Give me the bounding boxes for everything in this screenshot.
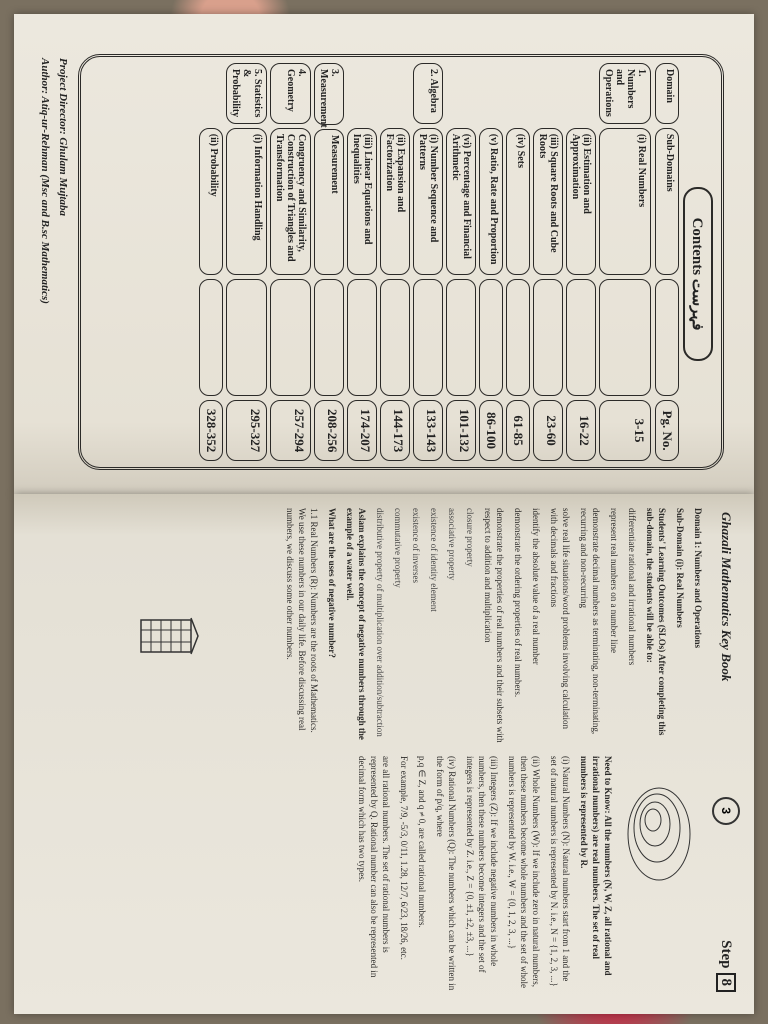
- domain-cell: 2. Algebra: [413, 63, 443, 124]
- real-numbers-definition: 1.1 Real Numbers (R): Numbers are the roots of Mathematics. We use these numbers in our daily life. Before discussing real numbers, we discuss some other numbers.: [285, 508, 319, 733]
- step-label: Step: [718, 940, 735, 969]
- slo-item: demonstrate the properties of real numbers and their subsets with respect to addition and multiplication: [483, 508, 505, 743]
- domain-cell: 1. Numbers and Operations: [599, 63, 651, 124]
- domain-line: Domain 1: Numbers and Operations: [693, 508, 703, 649]
- contents-row: [314, 63, 344, 461]
- rational-numbers: (iv) Rational Numbers (Q): The numbers which can be written in the form of p/q, where: [435, 756, 457, 991]
- contents-row: [599, 63, 651, 461]
- page-header: [712, 512, 740, 992]
- urdu-cell: [380, 279, 410, 397]
- credits: [36, 58, 72, 304]
- urdu-cell: [533, 279, 563, 397]
- page-number: 3: [712, 797, 740, 825]
- domain-cell: [446, 63, 476, 124]
- pgno-header: Pg. No.: [655, 400, 679, 461]
- urdu-cell: [226, 279, 267, 397]
- number-sets-venn-icon: [624, 784, 694, 884]
- domain-header: Domain: [655, 63, 679, 124]
- urdu-cell: [199, 279, 223, 397]
- domain-cell: [479, 63, 503, 124]
- property-item: existence of inverses: [411, 508, 421, 583]
- page-range-cell: 328-352: [199, 400, 223, 461]
- page-range-cell: 3-15: [599, 400, 651, 461]
- subdomain-cell: (ii) Probability: [199, 128, 223, 275]
- property-item: existence of identity element: [429, 508, 439, 612]
- subdomain-line: Sub-Domain (i): Real Numbers: [675, 508, 685, 628]
- page-range-cell: 174-207: [347, 400, 377, 461]
- natural-numbers: (i) Natural Numbers (N): Natural numbers start from 1 and the set of natural numbers is represented by N. i.e., N = {1, 2, 3, ...}: [549, 756, 571, 987]
- book-spread: [14, 14, 754, 1014]
- question: What are the uses of negative number?: [327, 508, 337, 658]
- contents-row: [446, 63, 476, 461]
- rational-numbers-cont: p,q ∈ Z, and q ≠ 0, are called rational numbers.: [417, 756, 427, 928]
- subdomain-cell: (i) Real Numbers: [599, 128, 651, 275]
- contents-rows: [199, 63, 651, 461]
- page-range-cell: 61-85: [506, 400, 530, 461]
- page-range-cell: 86-100: [479, 400, 503, 461]
- contents-row: [533, 63, 563, 461]
- domain-cell: [199, 63, 223, 124]
- domain-cell: [566, 63, 596, 124]
- page-range-cell: 16-22: [566, 400, 596, 461]
- urdu-cell: [479, 279, 503, 397]
- urdu-cell: [413, 279, 443, 397]
- left-column: [278, 508, 704, 743]
- contents-row: [199, 63, 223, 461]
- slo-item: solve real life situations/word problems involving calculation with decimals and fractions: [549, 508, 571, 729]
- slo-item: demonstrate decimal numbers as terminating, non-terminating, recurring and non-recurring: [579, 508, 601, 735]
- domain-cell: [347, 63, 377, 124]
- water-well-icon: [139, 614, 199, 658]
- integers: (iii) Integers (Z): If we include negative numbers in whole numbers, then these numbers become integers and the set of integers is represented by Z. i.e., Z = {0, ±1, ±2, ±3, ...}: [465, 756, 499, 973]
- brand-title: Ghazali Mathematics Key Book: [719, 512, 734, 682]
- subdomain-cell: Measurement: [314, 129, 344, 275]
- contents-row: [566, 63, 596, 461]
- page-range-cell: 23-60: [533, 400, 563, 461]
- right-column: [350, 756, 614, 991]
- urdu-cell: [599, 279, 651, 397]
- step-number: 8: [717, 973, 737, 993]
- slo-item: identify the absolute value of a real number: [531, 508, 541, 665]
- contents-row: [479, 63, 503, 461]
- urdu-cell: [270, 279, 311, 397]
- property-item: commutative property: [393, 508, 403, 588]
- contents-page: [14, 14, 754, 494]
- subdomain-cell: Congruency and Similarity, Construction of Triangles and Transformation: [270, 128, 311, 275]
- contents-title: Contents فہرست: [683, 187, 713, 361]
- property-item: closure property: [465, 508, 475, 567]
- contents-table: [78, 54, 724, 470]
- urdu-cell: [347, 279, 377, 397]
- property-item: associative property: [447, 508, 457, 581]
- project-director: Project Director: Ghulam Mujtaba: [57, 58, 69, 216]
- subdomain-header: Sub-Domains: [655, 128, 679, 275]
- subdomain-cell: (iii) Linear Equations and Inequalities: [347, 128, 377, 275]
- whole-numbers: (ii) Whole Numbers (W): If we include zero in natural numbers, then these numbers become whole numbers and the set of whole numbers is represented by W. i.e., W = {0, 1, 2, 3, ...}: [507, 756, 541, 988]
- page-range-cell: 133-143: [413, 400, 443, 461]
- need-to-know: Need to Know: All the numbers (N, W, Z, all rational and irrational numbers) are real numbers. The set of real numbers is represented by R.: [579, 756, 613, 976]
- page-range-cell: 144-173: [380, 400, 410, 461]
- domain-cell: [506, 63, 530, 124]
- property-item: distributive property of multiplication over addition/subtraction: [375, 508, 385, 737]
- subdomain-cell: (i) Information Handling: [226, 128, 267, 275]
- contents-row: [506, 63, 530, 461]
- domain-cell: [533, 63, 563, 124]
- urdu-cell: [506, 279, 530, 397]
- contents-row: [270, 63, 311, 461]
- rational-example: For example, 7/9, -5/3, 0/11, 1.28, 12/7, 6/23, 18/26, etc.: [399, 756, 409, 960]
- domain-cell: 5. Statistics & Probability: [226, 63, 267, 124]
- page-range-cell: 257-294: [270, 400, 311, 461]
- domain-cell: [380, 63, 410, 124]
- step-badge: [718, 940, 735, 992]
- urdu-cell: [314, 279, 344, 396]
- subdomain-cell: (v) Ratio, Rate and Proportion: [479, 128, 503, 275]
- subdomain-cell: (vi) Percentage and Financial Arithmetic: [446, 128, 476, 275]
- slo-item: represent real numbers on a number line: [609, 508, 619, 653]
- chapter-page: [14, 494, 754, 1014]
- contents-row: [226, 63, 267, 461]
- urdu-cell: [446, 279, 476, 397]
- page-range-cell: 208-256: [314, 400, 344, 461]
- page-range-cell: 101-132: [446, 400, 476, 461]
- domain-cell: 4. Geometry: [270, 63, 311, 124]
- page-range-cell: 295-327: [226, 400, 267, 461]
- urdu-cell: [566, 279, 596, 397]
- subdomain-cell: (ii) Estimation and Approximation: [566, 128, 596, 275]
- slo-item: differentiate rational and irrational numbers: [627, 508, 637, 666]
- urdu-header-spacer: [655, 279, 679, 397]
- slo-intro: Students' Learning Outcomes (SLOs) After completing this sub-domain, the students will be able to:: [645, 508, 667, 736]
- aslam-example: Aslam explains the concept of negative numbers through the example of a water well.: [345, 508, 367, 740]
- slo-item: demonstrate the ordering properties of real numbers.: [513, 508, 523, 698]
- rational-numbers-more: are all rational numbers. The set of rational numbers is represented by Q. Rational number can also be represented in decimal form which has two types.: [357, 756, 391, 978]
- contents-header-row: [655, 63, 679, 461]
- subdomain-cell: (iv) Sets: [506, 128, 530, 275]
- contents-row: [347, 63, 377, 461]
- domain-cell: 3. Measurement: [314, 63, 344, 125]
- contents-row: [413, 63, 443, 461]
- subdomain-cell: (iii) Square Roots and Cube Roots: [533, 128, 563, 275]
- author: Author: Atiq-ur-Rehman (Msc and B.sc Mathematics): [39, 58, 51, 304]
- contents-columns: [196, 63, 679, 461]
- subdomain-cell: (i) Number Sequence and Patterns: [413, 128, 443, 275]
- contents-row: [380, 63, 410, 461]
- subdomain-cell: (ii) Expansion and Factorization: [380, 128, 410, 275]
